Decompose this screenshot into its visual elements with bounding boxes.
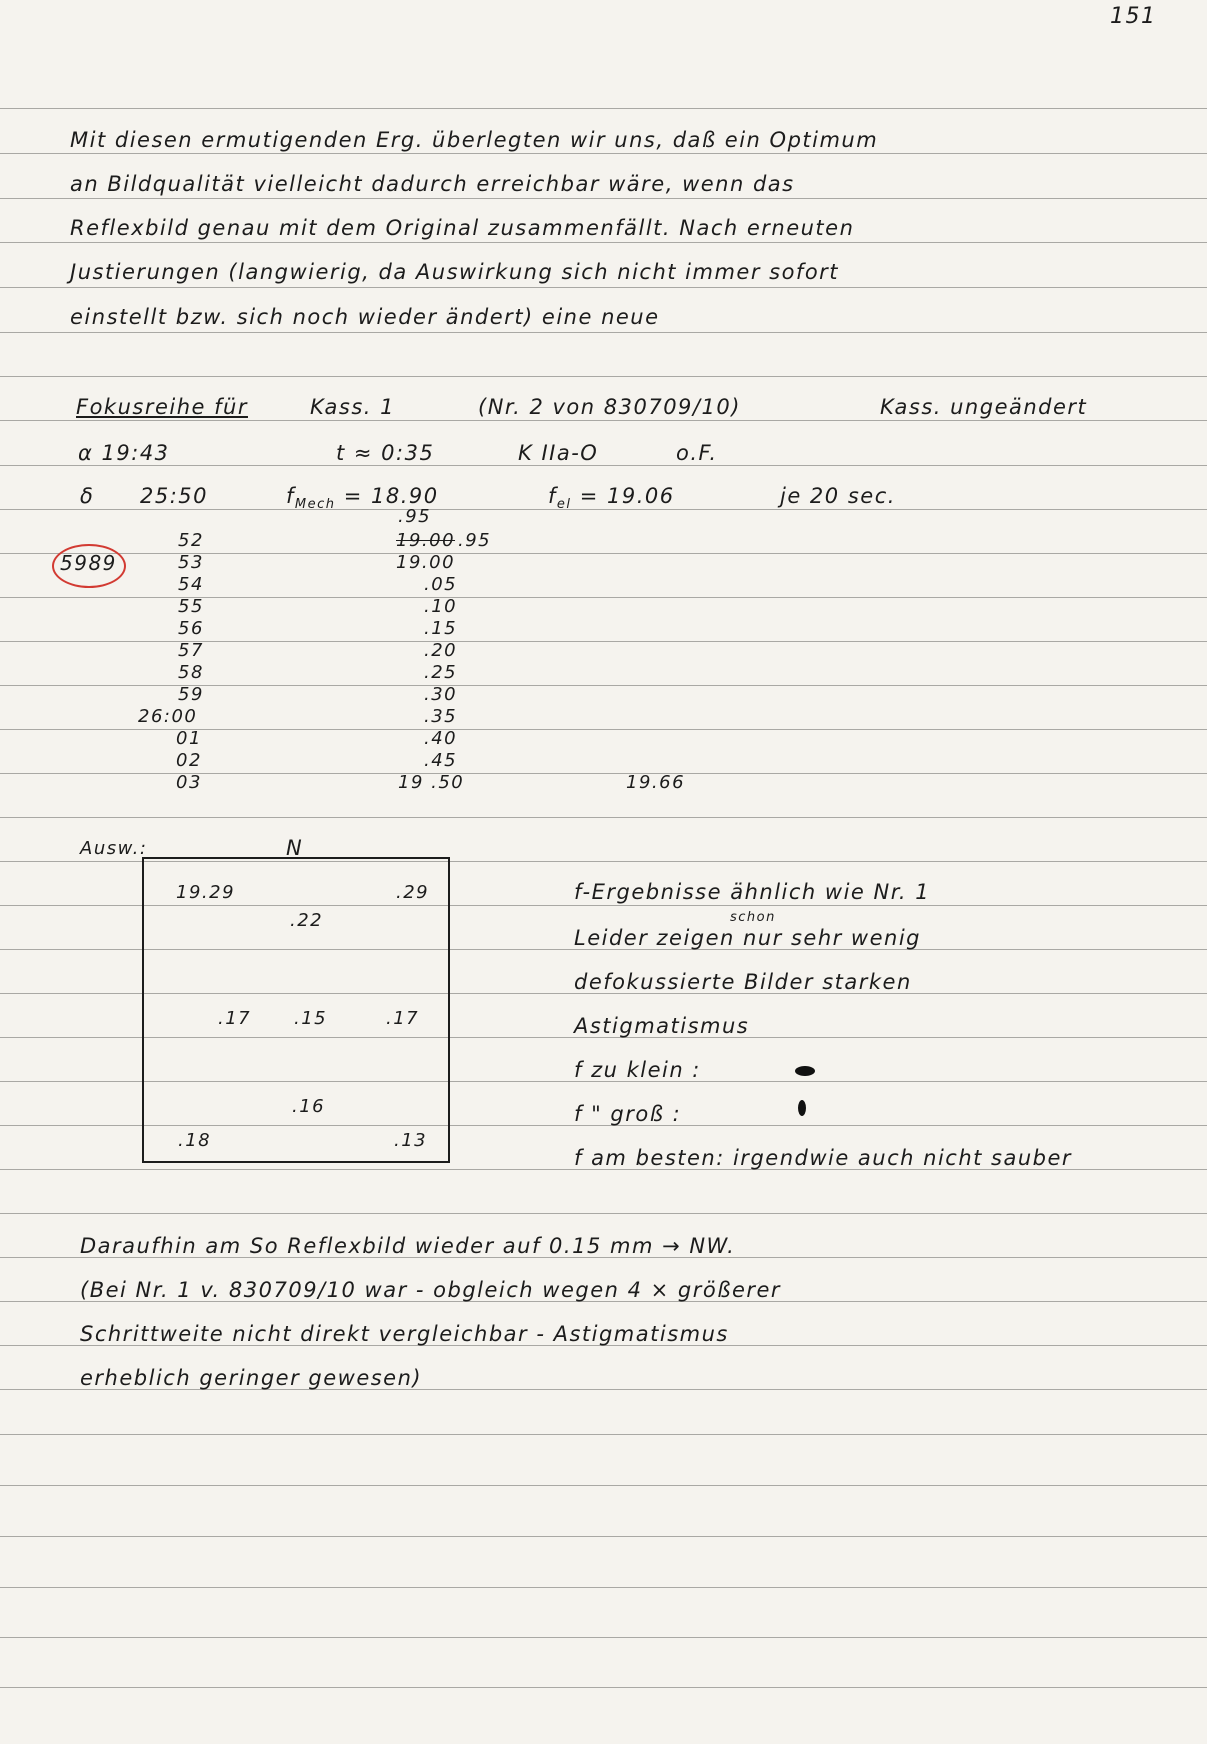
- ruled-line: [0, 198, 1207, 199]
- ruled-line: [0, 420, 1207, 421]
- text-line: Justierungen (langwierig, da Auswirkung sich nicht immer sofort: [70, 260, 840, 284]
- plate-number: 5989: [60, 551, 117, 575]
- row-value: .25: [424, 662, 458, 683]
- evaluation-note: Leider zeigen nur sehr wenig: [574, 926, 922, 950]
- ruled-line: [0, 108, 1207, 109]
- field-value-mid-left: .17: [218, 1008, 252, 1029]
- vertical-elongated-star-icon: [798, 1100, 806, 1116]
- delta-label: δ: [80, 484, 95, 508]
- delta-start: 25:50: [140, 484, 209, 508]
- page-number: 151: [1110, 4, 1157, 29]
- inserted-word: schon: [730, 910, 776, 925]
- ruled-line: [0, 1637, 1207, 1638]
- horizontal-elongated-star-icon: [795, 1066, 815, 1076]
- text-line: einstellt bzw. sich noch wieder ändert) eine neue: [70, 305, 660, 329]
- ruled-line: [0, 1687, 1207, 1688]
- row-value: .45: [424, 750, 458, 771]
- row-value: 19.00: [396, 552, 456, 573]
- row-value: .35: [424, 706, 458, 727]
- ruled-line: [0, 332, 1207, 333]
- ruled-line: [0, 1587, 1207, 1588]
- alpha-value: α 19:43: [78, 441, 170, 465]
- f-el-value: = 19.06: [579, 484, 675, 508]
- field-value-center: .15: [294, 1008, 328, 1029]
- row-time: 59: [178, 684, 204, 705]
- field-value-mid-right: .17: [386, 1008, 420, 1029]
- evaluation-note: f zu klein :: [574, 1058, 701, 1082]
- row-time: 55: [178, 596, 204, 617]
- evaluation-note: defokussierte Bilder starken: [574, 970, 912, 994]
- ruled-line: [0, 287, 1207, 288]
- row-value: 19 .50: [398, 772, 465, 793]
- text-line: Mit diesen ermutigenden Erg. überlegten wir uns, daß ein Optimum: [70, 128, 879, 152]
- row-value-struck: 19.00: [396, 530, 456, 551]
- row-value: .15: [424, 618, 458, 639]
- text-line: Reflexbild genau mit dem Original zusammenfällt. Nach erneuten: [70, 216, 855, 240]
- text-line: Schrittweite nicht direkt vergleichbar - Astigmatismus: [80, 1322, 729, 1346]
- row-time: 54: [178, 574, 204, 595]
- row-time: 53: [178, 552, 204, 573]
- row-value: .05: [424, 574, 458, 595]
- row-value: .40: [424, 728, 458, 749]
- field-value-upper-center: .22: [290, 910, 324, 931]
- field-value-lower-center: .16: [292, 1096, 326, 1117]
- emulsion: K IIa-O: [518, 441, 599, 465]
- field-value-bottom-right: .13: [394, 1130, 428, 1151]
- row-value: .20: [424, 640, 458, 661]
- ruled-line: [0, 376, 1207, 377]
- row-time: 57: [178, 640, 204, 661]
- f-el-symbol: f: [548, 484, 557, 508]
- evaluation-note: f-Ergebnisse ähnlich wie Nr. 1: [574, 880, 931, 904]
- filter-note: o.F.: [676, 441, 718, 465]
- row-value: .10: [424, 596, 458, 617]
- interval-note: je 20 sec.: [780, 484, 896, 508]
- series-title: Fokusreihe für: [76, 395, 248, 419]
- ruled-line: [0, 242, 1207, 243]
- field-value-top-right: .29: [396, 882, 430, 903]
- evaluation-note: Astigmatismus: [574, 1014, 750, 1038]
- evaluation-label: Ausw.:: [80, 838, 148, 859]
- text-line: Daraufhin am So Reflexbild wieder auf 0.15 mm → NW.: [80, 1234, 736, 1258]
- row-time: 52: [178, 530, 204, 551]
- f-el: [548, 484, 675, 512]
- f-mech-symbol: f: [286, 484, 295, 508]
- row-time: 02: [176, 750, 202, 771]
- ruled-line: [0, 1434, 1207, 1435]
- evaluation-note: f " groß :: [574, 1102, 682, 1126]
- field-value-bottom-left: .18: [178, 1130, 212, 1151]
- ruled-line: [0, 1213, 1207, 1214]
- f-el-subscript: el: [556, 497, 572, 513]
- series-reference: (Nr. 2 von 830709/10): [478, 395, 741, 419]
- ruled-line: [0, 1536, 1207, 1537]
- cassette-note: Kass. ungeändert: [880, 395, 1088, 419]
- row-value-correction: .95: [458, 530, 492, 551]
- text-line: erheblich geringer gewesen): [80, 1366, 423, 1390]
- ruled-line: [0, 465, 1207, 466]
- text-line: an Bildqualität vielleicht dadurch erreichbar wäre, wenn das: [70, 172, 795, 196]
- ruled-line: [0, 817, 1207, 818]
- north-label: N: [286, 836, 304, 860]
- row-time: 01: [176, 728, 202, 749]
- ruled-line: [0, 153, 1207, 154]
- f-mech-subscript: Mech: [294, 497, 336, 513]
- row-time: 56: [178, 618, 204, 639]
- exposure-time: t ≈ 0:35: [336, 441, 435, 465]
- value-annotation: .95: [398, 506, 432, 527]
- cassette-label: Kass. 1: [310, 395, 395, 419]
- row-time: 58: [178, 662, 204, 683]
- f-mech-value: = 18.90: [343, 484, 439, 508]
- evaluation-note: f am besten: irgendwie auch nicht sauber: [574, 1146, 1073, 1170]
- row-value: .30: [424, 684, 458, 705]
- row-time: 26:00: [138, 706, 198, 727]
- text-line: (Bei Nr. 1 v. 830709/10 war - obgleich wegen 4 × größerer: [80, 1278, 782, 1302]
- row-time: 03: [176, 772, 202, 793]
- row-extra-value: 19.66: [626, 772, 686, 793]
- field-value-top-left: 19.29: [176, 882, 236, 903]
- ruled-line: [0, 1485, 1207, 1486]
